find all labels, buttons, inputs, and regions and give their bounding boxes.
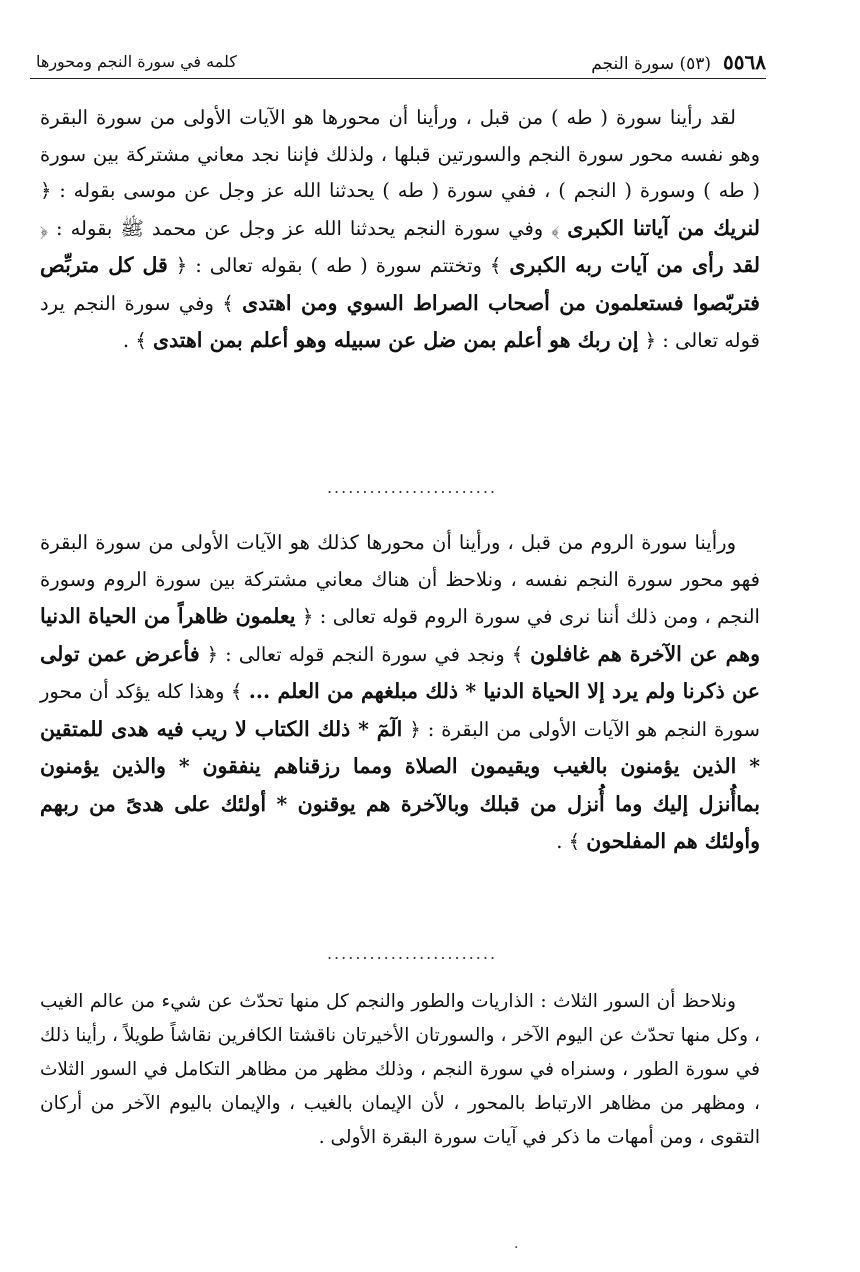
quran-quote: لقد رأى من آيات ربه الكبرى: [509, 253, 761, 277]
page-header: [30, 44, 766, 79]
paragraph-3: [40, 985, 760, 1155]
body-text: لقد رأينا سورة ( طه ) من قبل ، ورأينا أن محورها هو الآيات الأولى من سورة البقرة وهو نفسه محور سورة النجم والسورتين قبلها ، ولذلك فإننا نجد معاني مشتركة بين سورة ( طه ) وسورة ( النجم ) ، ففي سورة ( طه ) يحدثنا الله عز وجل عن موسى بقوله : ﴿: [40, 106, 760, 202]
paragraph-1: [40, 100, 760, 360]
separator-dots-2: ........................: [326, 944, 498, 963]
footer-mark: .: [514, 1236, 519, 1252]
paragraph-3-text: [40, 985, 760, 1155]
body-text: ﴾ وفي سورة النجم يحدثنا الله عز وجل عن محمد ﷺ بقوله : ﴿: [40, 216, 568, 240]
paragraph-1-text: [40, 100, 760, 360]
quran-quote: إن ربك هو أعلم بمن ضل عن سبيله وهو أعلم بمن اهتدى: [152, 328, 639, 352]
paragraph-2: [40, 525, 760, 861]
quran-quote: الٓمٓ * ذلك الكتاب لا ريب فيه هدى للمتقين * الذين يؤمنون بالغيب ويقيمون الصلاة ومما رزقناهم ينفقون * والذين يؤمنون بماأُنزل إليك وما أُنزل من قبلك وبالآخرة هم يوقنون * أولئك على هدىً من ربهم وأولئك هم المفلحون: [40, 716, 760, 853]
body-text: ورأينا سورة الروم من قبل ، ورأينا أن محورها كذلك هو الآيات الأولى من سورة البقرة فهو محور سورة النجم نفسه ، ونلاحظ أن هناك معاني مشتركة بين سورة الروم وسورة النجم ، ومن ذلك أننا نرى في سورة الروم قوله تعالى : ﴿: [40, 531, 760, 628]
header-section-title: كلمه في سورة النجم ومحورها: [36, 52, 237, 71]
header-right: [591, 50, 766, 74]
body-text: ﴾ .: [556, 830, 587, 853]
header-sura-info: (٥٣) سورة النجم: [591, 54, 712, 74]
body-text: ﴾ وتختتم سورة ( طه ) بقوله تعالى : ﴿: [167, 254, 510, 277]
quran-quote: يعلمون ظاهراً من الحياة الدنيا وهم عن الآخرة هم غافلون: [40, 604, 760, 666]
quran-quote: فأعرض عمن تولى عن ذكرنا ولم يرد إلا الحياة الدنيا * ذلك مبلغهم من العلم ...: [40, 641, 760, 703]
paragraph-2-text: [40, 525, 760, 861]
quran-quote: قل كل متربِّص فتربّصوا فستعلمون من أصحاب الصراط السوي ومن اهتدى: [40, 253, 760, 315]
body-text: ونلاحظ أن السور الثلاث : الذاريات والطور والنجم كل منها تحدّث عن شيء من عالم الغيب ، وكل منها تحدّث عن اليوم الآخر ، والسورتان الأخيرتان ناقشتا الكافرين نقاشاً طويلاً ، رأينا ذلك في سورة الطور ، وسنراه في سورة النجم ، وذلك مظهر من مظاهر التكامل في السور الثلاث ، ومظهر من مظاهر الارتباط بالمحور ، لأن الإيمان بالغيب ، والإيمان باليوم الآخر من أركان التقوى ، ومن أمهات ما ذكر في آيات سورة البقرة الأولى .: [40, 991, 760, 1148]
body-text: ﴾ .: [122, 329, 153, 352]
body-text: ﴾ ونجد في سورة النجم قوله تعالى : ﴿: [199, 642, 531, 666]
separator-dots-1: ........................: [326, 478, 498, 497]
body-text: ﴾ وفي سورة النجم يرد قوله تعالى : ﴿: [40, 291, 760, 352]
quran-quote: لنريك من آياتنا الكبرى: [567, 215, 760, 240]
body-text: ﴾ وهذا كله يؤكد أن محور سورة النجم هو الآيات الأولى من البقرة : ﴿: [40, 680, 760, 741]
page-number: ٥٥٦٨: [723, 50, 766, 74]
